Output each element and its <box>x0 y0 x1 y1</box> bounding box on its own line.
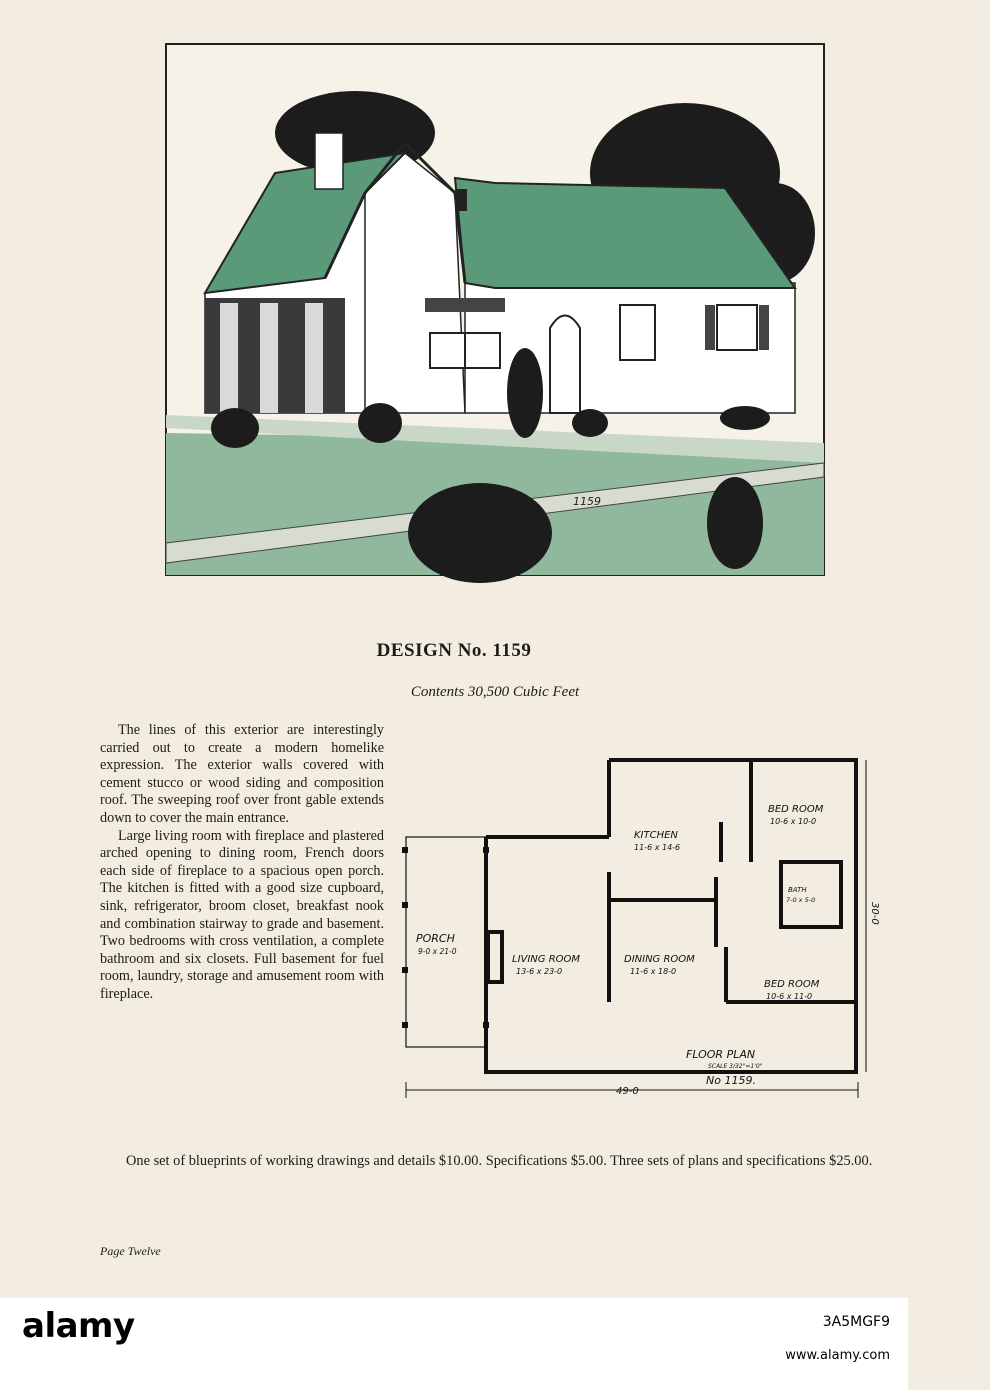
floor-plan-number: No 1159. <box>706 1074 756 1087</box>
floor-plan-title: FLOOR PLAN <box>686 1048 756 1061</box>
bedroom-2-size: 10-6 x 11-0 <box>766 992 813 1001</box>
bath-label: BATH <box>788 886 807 894</box>
dining-room-label: DINING ROOM <box>624 954 695 965</box>
design-title: DESIGN No. 1159 <box>376 640 532 661</box>
porch-size: 9-0 x 21-0 <box>418 947 457 956</box>
living-room-label: LIVING ROOM <box>512 954 581 965</box>
house-illustration <box>165 43 825 576</box>
watermark-image-id: 3A5MGF9 <box>822 1314 890 1330</box>
pricing-text: One set of blueprints of working drawings and details $10.00. Specifications $5.00. Three sets of plans and specifications $25.00. <box>126 1153 873 1170</box>
illustration-caption: 1159 <box>573 495 601 508</box>
watermark-url: www.alamy.com <box>785 1348 890 1363</box>
description-paragraph-1: The lines of this exterior are interestingly carried out to create a modern homelike expression. The exterior walls covered with cement stucco or wood siding and composition roof. The sweeping roof over front gable extends down to cover the main entrance. <box>100 722 384 826</box>
floor-plan-drawing <box>396 752 880 1104</box>
dining-room-size: 11-6 x 18-0 <box>630 967 677 976</box>
bedroom-1-label: BED ROOM <box>768 804 824 815</box>
description <box>100 722 384 1004</box>
bath-size: 7-0 x 5-0 <box>786 896 816 904</box>
bedroom-2-label: BED ROOM <box>764 979 820 990</box>
porch-label: PORCH <box>416 932 455 945</box>
depth-dimension: 30-0 <box>869 902 880 925</box>
page-footer: Page Twelve <box>100 1244 161 1258</box>
bedroom-1-size: 10-6 x 10-0 <box>770 817 817 826</box>
watermark-logo: alamy <box>22 1306 135 1346</box>
living-room-size: 13-6 x 23-0 <box>516 967 563 976</box>
cubic-feet-subtitle: Contents 30,500 Cubic Feet <box>410 684 580 700</box>
floor-plan-scale: SCALE 3/32"=1'0" <box>708 1063 763 1070</box>
kitchen-label: KITCHEN <box>634 830 678 841</box>
kitchen-size: 11-6 x 14-6 <box>634 843 681 852</box>
description-paragraph-2: Large living room with fireplace and plastered arched opening to dining room, French doors each side of fireplace to a spacious open porch. The kitchen is fitted with a good size cupboard, sink, refrigerator, broom closet, breakfast nook and combination stairway to grade and basement. Two bedrooms with cross ventilation, a complete bathroom and six closets. Full basement for fuel room, laundry, storage and amusement room with fireplace. <box>100 827 384 1002</box>
width-dimension: 49-0 <box>616 1086 639 1097</box>
watermark-bar <box>0 1298 908 1390</box>
